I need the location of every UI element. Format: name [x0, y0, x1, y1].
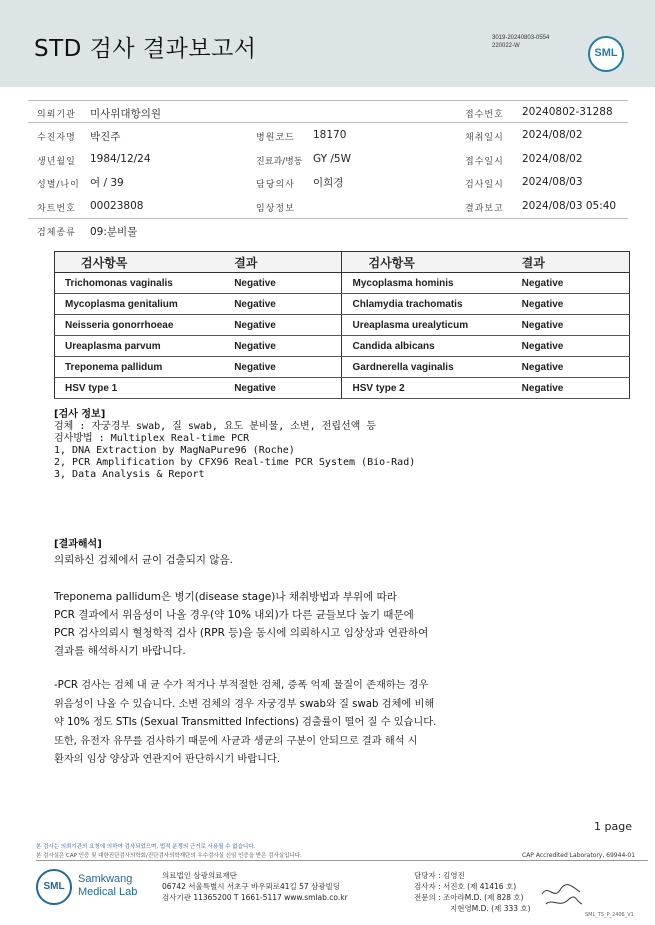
specimen-label: 검체종류 [37, 228, 76, 238]
doctor-label: 담당의사 [256, 180, 295, 190]
test-info-title: [검사 정보] [54, 409, 106, 420]
test-result: Negative [522, 315, 630, 336]
test-item: Treponema pallidum [55, 357, 235, 378]
test-item: Neisseria gonorrhoeae [55, 315, 235, 336]
col-item-header: 검사항목 [55, 252, 235, 273]
receipt-label: 접수번호 [465, 110, 504, 120]
document-number [492, 34, 549, 50]
specimen-value: 09:분비물 [90, 226, 138, 238]
test-info-line: 2, PCR Amplification by CFX96 Real-time PCR System (Bio-Rad) [54, 457, 416, 468]
divider [28, 218, 628, 219]
interpretation-line: 환자의 임상 양상과 연관지어 판단하시기 바랍니다. [54, 754, 281, 765]
interpretation-line: 또한, 유전자 유무를 검사하기 때문에 사균과 생균의 구분이 안되므로 결과 해석 시 [54, 735, 418, 747]
col-result-header: 결과 [234, 252, 342, 273]
test-info-line: 1, DNA Extraction by MagNaPure96 (Roche) [54, 445, 295, 456]
interpretation-line: 결과를 해석하시기 바랍니다. [54, 645, 186, 657]
company-name-line1: Samkwang [78, 873, 133, 885]
report-title: STD 검사 결과보고서 [34, 36, 257, 62]
interpretation-paragraph-1 [54, 588, 428, 660]
company-name [78, 873, 137, 899]
interpretation-summary: 의뢰하신 검체에서 균이 검출되지 않음. [54, 554, 233, 566]
samkwang-logo [36, 869, 72, 905]
received-value: 2024/08/02 [522, 153, 583, 165]
divider [28, 100, 628, 101]
interpretation-line: 위음성이 나올 수 있습니다. 소변 검체의 경우 자궁경부 swab와 질 swab 검체에 비해 [54, 698, 435, 710]
page-number: 1 page [594, 820, 632, 833]
test-result: Negative [234, 378, 342, 399]
table-row [55, 336, 630, 357]
table-row [55, 357, 630, 378]
test-item: Ureaplasma urealyticum [342, 315, 522, 336]
sml-logo-text: SML [594, 47, 618, 59]
sex-label: 성별/나이 [37, 180, 80, 190]
results-header-row [55, 252, 630, 273]
col-item-header: 검사항목 [342, 252, 522, 273]
address-line: 06742 서울특별시 서초구 바우뫼로41길 57 삼광빌딩 [162, 882, 341, 891]
test-result: Negative [522, 336, 630, 357]
interpretation-line: Treponema pallidum은 병기(disease stage)나 채취방법과 부위에 따라 [54, 591, 397, 603]
interpretation-paragraph-2 [54, 677, 436, 770]
table-row [55, 294, 630, 315]
chart-label: 차트번호 [37, 204, 76, 214]
footer-notice: 본 검사실은 CAP 인증 및 대한진단검사의학회/진단검사의학재단의 우수검사실 신임 인증을 받은 검사실입니다. [36, 853, 302, 859]
sex-value: 여 / 39 [90, 177, 124, 189]
dept-label: 진료과/병동 [256, 157, 303, 167]
signature-icon [540, 880, 584, 910]
interpretation-line: PCR 검사의뢰시 혈청학적 검사 (RPR 등)을 동시에 의뢰하시고 임상상과 연관하여 [54, 627, 429, 639]
name-label: 수진자명 [37, 133, 76, 143]
test-result: Negative [234, 273, 342, 294]
address-line: 검사기관 11365200 T 1661-5117 www.smlab.co.kr [162, 893, 348, 902]
test-result: Negative [234, 357, 342, 378]
test-result: Negative [234, 294, 342, 315]
institution-value: 미사위대항의원 [90, 108, 162, 120]
test-result: Negative [234, 315, 342, 336]
test-item: Trichomonas vaginalis [55, 273, 235, 294]
name-value: 박진주 [90, 131, 121, 143]
test-result: Negative [522, 357, 630, 378]
footer-notice: 본 검사는 의뢰기관의 요청에 의하여 검사되었으며, 법적 분쟁의 근거로 사용될 수 없습니다. [36, 844, 256, 850]
test-result: Negative [522, 294, 630, 315]
test-item: HSV type 2 [342, 378, 522, 399]
document-number-line2: 220022-W [492, 43, 520, 49]
chart-value: 00023808 [90, 200, 144, 212]
collect-label: 채취일시 [465, 133, 504, 143]
dob-label: 생년월일 [37, 157, 76, 167]
collect-value: 2024/08/02 [522, 129, 583, 141]
test-item: Mycoplasma hominis [342, 273, 522, 294]
institution-label: 의뢰기관 [37, 110, 76, 120]
report-time-value: 2024/08/03 05:40 [522, 200, 617, 212]
staff-line: 담당자 : 김영진 [414, 871, 465, 880]
staff-line: 전문의 : 조아라M.D. (제 828 호) [414, 893, 524, 902]
table-row [55, 315, 630, 336]
doctor-value: 이희경 [313, 177, 344, 189]
cap-accreditation: CAP Accredited Laboratory, 69944-01 [522, 852, 636, 859]
test-info-line: 검체 : 자궁경부 swab, 질 swab, 요도 분비물, 소변, 전립선액 등 [54, 421, 377, 432]
tested-value: 2024/08/03 [522, 176, 583, 188]
col-result-header: 결과 [522, 252, 630, 273]
address-line: 의료법인 삼광의료재단 [162, 871, 237, 880]
company-address [162, 870, 348, 903]
interpretation-section [54, 538, 233, 568]
staff-line: 검사자 : 서진호 (제 41416 호) [414, 882, 517, 891]
test-result: Negative [234, 336, 342, 357]
test-item: Ureaplasma parvum [55, 336, 235, 357]
sml-logo [588, 36, 624, 72]
footer-divider [36, 860, 648, 861]
document-number-line1: 3019-20240803-0554 [492, 35, 550, 41]
test-item: Gardnerella vaginalis [342, 357, 522, 378]
interpretation-title: [결과해석] [54, 539, 102, 550]
tested-label: 검사일시 [465, 180, 504, 190]
table-row [55, 378, 630, 399]
dept-value: GY /5W [313, 153, 351, 165]
report-time-label: 결과보고 [465, 204, 504, 214]
test-info-section [54, 409, 415, 481]
received-label: 접수일시 [465, 157, 504, 167]
ward-code-label: 병원코드 [256, 133, 295, 143]
staff-line: 지현영M.D. (제 333 호) [450, 904, 531, 913]
test-item: Mycoplasma genitalium [55, 294, 235, 315]
test-result: Negative [522, 273, 630, 294]
table-row [55, 273, 630, 294]
test-item: Chlamydia trachomatis [342, 294, 522, 315]
results-table [54, 251, 630, 399]
clinical-label: 임상정보 [256, 204, 295, 214]
test-info-line: 검사방법 : Multiplex Real-time PCR [54, 433, 250, 444]
test-result: Negative [522, 378, 630, 399]
form-code: SML_TS_P_2406_V1 [585, 912, 634, 918]
staff-list [414, 870, 531, 914]
interpretation-line: 약 10% 정도 STIs (Sexual Transmitted Infections) 검출률이 떨어 질 수 있습니다. [54, 717, 437, 728]
dob-value: 1984/12/24 [90, 153, 151, 165]
interpretation-line: -PCR 검사는 검체 내 균 수가 적거나 부적절한 검체, 증폭 억제 물질이 존재하는 경우 [54, 680, 429, 691]
test-info-line: 3, Data Analysis & Report [54, 469, 205, 480]
samkwang-logo-text: SML [43, 881, 65, 892]
test-item: HSV type 1 [55, 378, 235, 399]
interpretation-line: PCR 결과에서 위음성이 나올 경우(약 10% 내외)가 다른 균들보다 높기 때문에 [54, 609, 414, 621]
ward-code-value: 18170 [313, 129, 347, 141]
report-header [0, 0, 655, 87]
receipt-value: 20240802-31288 [522, 106, 613, 118]
company-name-line2: Medical Lab [78, 886, 138, 898]
divider [28, 122, 628, 123]
test-item: Candida albicans [342, 336, 522, 357]
